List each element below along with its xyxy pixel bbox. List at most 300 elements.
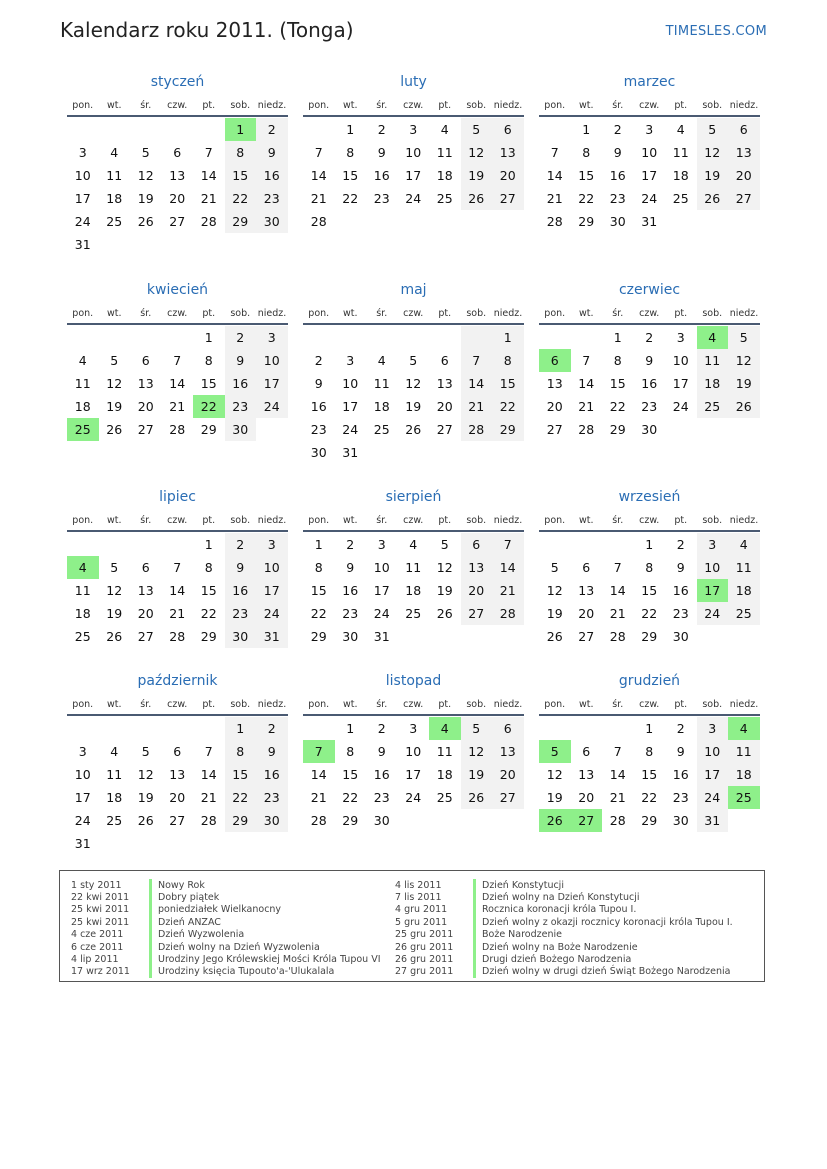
- day-cell: 3: [256, 533, 288, 556]
- empty-cell: [398, 326, 430, 349]
- empty-cell: [256, 418, 288, 441]
- month-2: [303, 70, 524, 233]
- empty-cell: [398, 809, 430, 832]
- day-cell: 19: [106, 399, 123, 414]
- weekday-label: pt.: [674, 515, 688, 526]
- day-cell: 25: [728, 786, 760, 809]
- day-cell: 6: [141, 353, 150, 368]
- day-cell: 20: [137, 399, 154, 414]
- day-cell: 30: [373, 813, 390, 828]
- day-cell: 19: [405, 399, 422, 414]
- weekday-label: wt.: [578, 100, 594, 111]
- weekday-label: pt.: [674, 100, 688, 111]
- day-cell: 28: [169, 629, 186, 644]
- day-cell: 22: [578, 191, 595, 206]
- holiday-row: [395, 929, 733, 941]
- day-cell: 11: [405, 560, 422, 575]
- holiday-name: Dzień Wyzwolenia: [158, 929, 245, 941]
- weekday-label: śr.: [612, 100, 624, 111]
- month-name: kwiecień: [146, 282, 209, 298]
- days-grid: [539, 717, 760, 832]
- day-cell: 30: [225, 418, 257, 441]
- day-cell: 22: [609, 399, 626, 414]
- day-cell: 24: [74, 813, 91, 828]
- holiday-row: [395, 904, 733, 916]
- empty-cell: [99, 118, 131, 141]
- empty-cell: [67, 326, 99, 349]
- empty-cell: [130, 717, 162, 740]
- day-cell: 17: [373, 583, 390, 598]
- day-cell: 7: [613, 744, 622, 759]
- day-cell: 22: [492, 395, 524, 418]
- day-cell: 12: [546, 767, 563, 782]
- day-cell: 3: [645, 122, 654, 137]
- day-cell: 26: [461, 187, 493, 210]
- month-name: grudzień: [618, 673, 681, 689]
- holiday-marker: [149, 953, 152, 965]
- day-cell: 29: [225, 210, 257, 233]
- day-cell: 5: [461, 118, 493, 141]
- day-cell: 9: [377, 744, 386, 759]
- day-cell: 10: [256, 349, 288, 372]
- day-cell: 20: [436, 399, 453, 414]
- day-cell: 10: [405, 744, 422, 759]
- weekday-label: śr.: [140, 308, 152, 319]
- day-cell: 23: [225, 395, 257, 418]
- month-8: [303, 485, 524, 648]
- day-cell: 1: [582, 122, 591, 137]
- empty-cell: [99, 233, 131, 256]
- weekday-label: niedz.: [257, 308, 287, 319]
- day-cell: 17: [405, 168, 422, 183]
- day-cell: 14: [461, 372, 493, 395]
- day-cell: 1: [346, 122, 355, 137]
- weekday-label: pon.: [72, 100, 94, 111]
- day-cell: 5: [440, 537, 449, 552]
- day-cell: 18: [728, 763, 760, 786]
- holiday-name: poniedziałek Wielkanocny: [158, 904, 282, 916]
- day-cell: 18: [106, 191, 123, 206]
- day-cell: 29: [200, 629, 217, 644]
- day-cell: 18: [436, 168, 453, 183]
- holiday-row: [71, 879, 381, 891]
- day-cell: 27: [492, 187, 524, 210]
- day-cell: 16: [225, 372, 257, 395]
- day-cell: 22: [225, 187, 257, 210]
- day-cell: 28: [578, 422, 595, 437]
- day-cell: 26: [546, 629, 563, 644]
- weekday-label: niedz.: [729, 100, 759, 111]
- weekday-label: pon.: [72, 308, 94, 319]
- day-cell: 3: [78, 145, 87, 160]
- day-cell: 13: [492, 740, 524, 763]
- month-name: luty: [400, 74, 427, 90]
- empty-cell: [99, 533, 131, 556]
- day-cell: 7: [582, 353, 591, 368]
- day-cell: 5: [697, 118, 729, 141]
- day-cell: 25: [728, 602, 760, 625]
- day-cell: 2: [256, 717, 288, 740]
- day-cell: 20: [169, 790, 186, 805]
- day-cell: 25: [74, 629, 91, 644]
- day-cell: 12: [137, 767, 154, 782]
- month-5: [303, 278, 524, 464]
- weekday-label: wt.: [106, 308, 122, 319]
- day-cell: 9: [377, 145, 386, 160]
- day-cell: 6: [440, 353, 449, 368]
- weekday-label: czw.: [167, 308, 188, 319]
- day-cell: 23: [373, 790, 390, 805]
- weekday-label: wt.: [106, 100, 122, 111]
- holiday-name: Dzień wolny na Dzień Wyzwolenia: [158, 941, 320, 953]
- day-cell: 24: [641, 191, 658, 206]
- weekday-header: [303, 94, 524, 117]
- day-cell: 16: [609, 168, 626, 183]
- empty-cell: [162, 533, 194, 556]
- holiday-row: [395, 916, 733, 928]
- weekday-header: [67, 509, 288, 532]
- month-name: sierpień: [385, 489, 442, 505]
- empty-cell: [67, 533, 99, 556]
- day-cell: 7: [204, 744, 213, 759]
- day-cell: 7: [303, 740, 335, 763]
- days-grid: [67, 326, 288, 441]
- holiday-name: Dzień wolny w drugi dzień Świąt Bożego Narodzenia: [482, 966, 731, 978]
- holiday-name: Rocznica koronacji króla Tupou I.: [482, 904, 637, 916]
- day-cell: 19: [137, 191, 154, 206]
- day-cell: 1: [204, 537, 213, 552]
- day-cell: 1: [225, 717, 257, 740]
- day-cell: 2: [645, 330, 654, 345]
- weekday-label: pt.: [438, 515, 452, 526]
- day-cell: 26: [106, 422, 123, 437]
- empty-cell: [398, 210, 430, 233]
- weekday-label: pt.: [438, 308, 452, 319]
- day-cell: 12: [137, 168, 154, 183]
- weekday-label: śr.: [140, 699, 152, 710]
- month-name: lipiec: [159, 489, 196, 505]
- empty-cell: [429, 625, 461, 648]
- day-cell: 28: [200, 813, 217, 828]
- day-cell: 10: [256, 556, 288, 579]
- empty-cell: [366, 210, 398, 233]
- weekday-label: śr.: [376, 699, 388, 710]
- days-grid: [67, 717, 288, 855]
- day-cell: 27: [492, 786, 524, 809]
- day-cell: 2: [676, 537, 685, 552]
- holiday-marker: [473, 941, 476, 953]
- weekday-label: czw.: [403, 100, 424, 111]
- weekday-label: sob.: [466, 100, 487, 111]
- weekday-label: pt.: [202, 100, 216, 111]
- day-cell: 29: [310, 629, 327, 644]
- day-cell: 5: [409, 353, 418, 368]
- day-cell: 13: [492, 141, 524, 164]
- holiday-date: 25 kwi 2011: [71, 904, 130, 916]
- day-cell: 30: [256, 809, 288, 832]
- holiday-marker: [473, 953, 476, 965]
- day-cell: 28: [310, 813, 327, 828]
- empty-cell: [67, 717, 99, 740]
- holiday-list-left: [71, 879, 381, 978]
- day-cell: 25: [672, 191, 689, 206]
- day-cell: 11: [106, 168, 123, 183]
- weekday-label: czw.: [639, 699, 660, 710]
- month-1: [67, 70, 288, 256]
- empty-cell: [256, 233, 288, 256]
- day-cell: 5: [141, 145, 150, 160]
- day-cell: 9: [676, 744, 685, 759]
- day-cell: 8: [492, 349, 524, 372]
- day-cell: 24: [256, 602, 288, 625]
- day-cell: 17: [74, 191, 91, 206]
- day-cell: 20: [492, 763, 524, 786]
- brand-link[interactable]: TIMESLES.COM: [665, 24, 767, 39]
- weekday-label: czw.: [639, 100, 660, 111]
- day-cell: 31: [256, 625, 288, 648]
- holiday-name: Dzień ANZAC: [158, 916, 221, 928]
- holiday-row: [71, 891, 381, 903]
- empty-cell: [665, 210, 697, 233]
- day-cell: 13: [137, 583, 154, 598]
- weekday-label: wt.: [106, 515, 122, 526]
- month-name: marzec: [623, 74, 676, 90]
- holiday-date: 17 wrz 2011: [71, 966, 130, 978]
- day-cell: 20: [728, 164, 760, 187]
- empty-cell: [130, 233, 162, 256]
- day-cell: 9: [256, 141, 288, 164]
- weekday-label: czw.: [167, 699, 188, 710]
- day-cell: 3: [697, 717, 729, 740]
- day-cell: 7: [314, 145, 323, 160]
- day-cell: 4: [78, 353, 87, 368]
- month-12: [539, 669, 760, 832]
- day-cell: 26: [461, 786, 493, 809]
- day-cell: 8: [225, 740, 257, 763]
- day-cell: 28: [200, 214, 217, 229]
- empty-cell: [602, 717, 634, 740]
- day-cell: 21: [200, 790, 217, 805]
- holiday-list: [59, 870, 765, 982]
- weekday-label: śr.: [376, 308, 388, 319]
- day-cell: 17: [256, 372, 288, 395]
- weekday-label: śr.: [612, 699, 624, 710]
- empty-cell: [602, 533, 634, 556]
- day-cell: 15: [609, 376, 626, 391]
- empty-cell: [193, 717, 225, 740]
- weekday-label: pon.: [72, 699, 94, 710]
- day-cell: 13: [137, 376, 154, 391]
- day-cell: 8: [204, 353, 213, 368]
- empty-cell: [67, 118, 99, 141]
- day-cell: 10: [373, 560, 390, 575]
- day-cell: 2: [225, 326, 257, 349]
- day-cell: 11: [728, 556, 760, 579]
- day-cell: 30: [225, 625, 257, 648]
- day-cell: 24: [672, 399, 689, 414]
- day-cell: 29: [609, 422, 626, 437]
- day-cell: 26: [137, 214, 154, 229]
- day-cell: 14: [310, 767, 327, 782]
- day-cell: 26: [697, 187, 729, 210]
- days-grid: [303, 717, 524, 832]
- empty-cell: [162, 717, 194, 740]
- day-cell: 25: [106, 813, 123, 828]
- day-cell: 1: [346, 721, 355, 736]
- day-cell: 4: [110, 744, 119, 759]
- day-cell: 15: [225, 763, 257, 786]
- day-cell: 5: [110, 560, 119, 575]
- day-cell: 8: [204, 560, 213, 575]
- day-cell: 31: [641, 214, 658, 229]
- empty-cell: [162, 832, 194, 855]
- day-cell: 13: [461, 556, 493, 579]
- month-4: [67, 278, 288, 441]
- weekday-label: sob.: [702, 308, 723, 319]
- day-cell: 30: [672, 813, 689, 828]
- empty-cell: [303, 326, 335, 349]
- day-cell: 27: [436, 422, 453, 437]
- day-cell: 26: [106, 629, 123, 644]
- empty-cell: [492, 625, 524, 648]
- weekday-label: niedz.: [729, 308, 759, 319]
- weekday-label: wt.: [106, 699, 122, 710]
- day-cell: 30: [342, 629, 359, 644]
- day-cell: 15: [342, 168, 359, 183]
- day-cell: 20: [578, 606, 595, 621]
- day-cell: 10: [74, 168, 91, 183]
- days-grid: [303, 118, 524, 233]
- weekday-label: sob.: [466, 699, 487, 710]
- day-cell: 24: [697, 602, 729, 625]
- empty-cell: [225, 832, 257, 855]
- holiday-marker: [149, 879, 152, 891]
- holiday-date: 25 gru 2011: [395, 929, 454, 941]
- empty-cell: [728, 809, 760, 832]
- day-cell: 16: [672, 767, 689, 782]
- day-cell: 24: [405, 191, 422, 206]
- weekday-label: sob.: [230, 515, 251, 526]
- day-cell: 13: [169, 767, 186, 782]
- empty-cell: [193, 118, 225, 141]
- weekday-label: pon.: [308, 308, 330, 319]
- month-name: styczeń: [150, 74, 205, 90]
- day-cell: 27: [169, 214, 186, 229]
- month-name: listopad: [385, 673, 442, 689]
- day-cell: 13: [728, 141, 760, 164]
- day-cell: 23: [225, 602, 257, 625]
- empty-cell: [366, 441, 398, 464]
- day-cell: 5: [539, 740, 571, 763]
- day-cell: 9: [225, 349, 257, 372]
- day-cell: 25: [106, 214, 123, 229]
- empty-cell: [461, 625, 493, 648]
- holiday-date: 26 gru 2011: [395, 941, 454, 953]
- weekday-label: czw.: [403, 308, 424, 319]
- weekday-label: czw.: [167, 100, 188, 111]
- day-cell: 29: [342, 813, 359, 828]
- day-cell: 10: [641, 145, 658, 160]
- weekday-header: [67, 302, 288, 325]
- day-cell: 3: [697, 533, 729, 556]
- day-cell: 10: [672, 353, 689, 368]
- day-cell: 2: [314, 353, 323, 368]
- day-cell: 3: [409, 122, 418, 137]
- day-cell: 28: [169, 422, 186, 437]
- day-cell: 21: [310, 191, 327, 206]
- empty-cell: [429, 441, 461, 464]
- empty-cell: [492, 809, 524, 832]
- day-cell: 11: [74, 376, 91, 391]
- month-name: październik: [137, 673, 218, 689]
- day-cell: 1: [225, 118, 257, 141]
- weekday-header: [303, 302, 524, 325]
- day-cell: 31: [373, 629, 390, 644]
- day-cell: 21: [609, 606, 626, 621]
- day-cell: 23: [256, 187, 288, 210]
- day-cell: 1: [613, 330, 622, 345]
- weekday-header: [303, 693, 524, 716]
- day-cell: 27: [546, 422, 563, 437]
- day-cell: 29: [641, 813, 658, 828]
- empty-cell: [461, 210, 493, 233]
- day-cell: 15: [225, 164, 257, 187]
- day-cell: 20: [546, 399, 563, 414]
- day-cell: 1: [492, 326, 524, 349]
- empty-cell: [461, 809, 493, 832]
- day-cell: 8: [346, 744, 355, 759]
- day-cell: 22: [342, 191, 359, 206]
- day-cell: 23: [641, 399, 658, 414]
- day-cell: 7: [550, 145, 559, 160]
- holiday-list-right: [395, 879, 733, 978]
- day-cell: 11: [728, 740, 760, 763]
- month-name: wrzesień: [618, 489, 681, 505]
- empty-cell: [492, 441, 524, 464]
- empty-cell: [697, 625, 729, 648]
- empty-cell: [225, 233, 257, 256]
- day-cell: 8: [314, 560, 323, 575]
- day-cell: 14: [546, 168, 563, 183]
- day-cell: 15: [200, 376, 217, 391]
- day-cell: 13: [169, 168, 186, 183]
- day-cell: 26: [436, 606, 453, 621]
- weekday-label: pt.: [438, 100, 452, 111]
- day-cell: 23: [672, 790, 689, 805]
- empty-cell: [461, 441, 493, 464]
- weekday-label: wt.: [342, 308, 358, 319]
- day-cell: 19: [461, 164, 493, 187]
- day-cell: 15: [200, 583, 217, 598]
- day-cell: 4: [728, 717, 760, 740]
- holiday-date: 1 sty 2011: [71, 879, 122, 891]
- day-cell: 7: [492, 533, 524, 556]
- day-cell: 23: [256, 786, 288, 809]
- day-cell: 9: [314, 376, 323, 391]
- day-cell: 10: [342, 376, 359, 391]
- day-cell: 15: [578, 168, 595, 183]
- day-cell: 24: [373, 606, 390, 621]
- day-cell: 25: [405, 606, 422, 621]
- holiday-name: Nowy Rok: [158, 879, 205, 891]
- day-cell: 9: [346, 560, 355, 575]
- page-title: Kalendarz roku 2011. (Tonga): [60, 18, 354, 42]
- holiday-marker: [149, 904, 152, 916]
- weekday-label: pt.: [202, 308, 216, 319]
- weekday-header: [539, 302, 760, 325]
- day-cell: 6: [173, 145, 182, 160]
- day-cell: 28: [546, 214, 563, 229]
